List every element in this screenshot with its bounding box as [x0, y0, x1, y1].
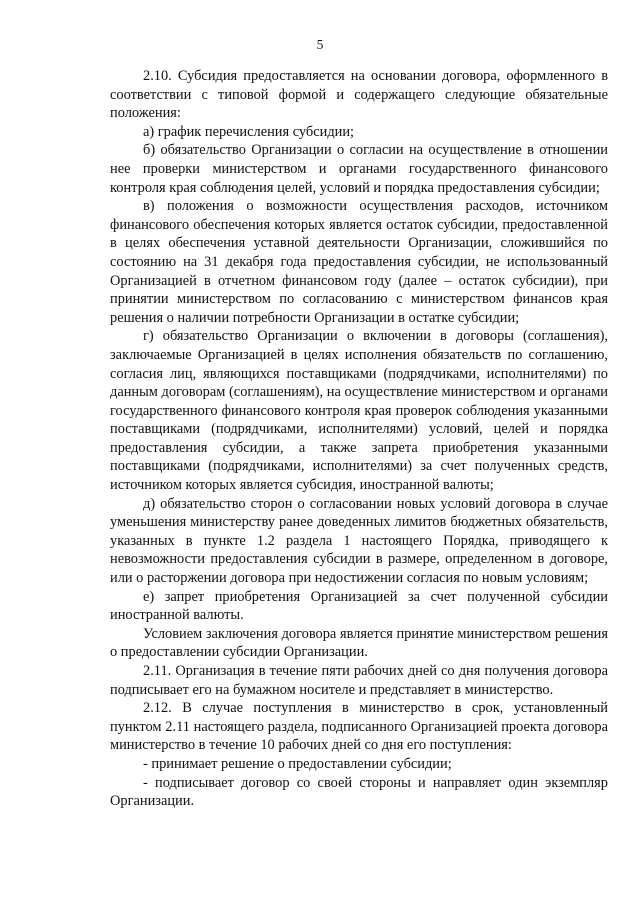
paragraph-item-v: в) положения о возможности осуществления расходов, источником финансового обеспечения которых является остаток субсидии, предоставленной в целях обеспечения уставной деятельности Организации, сложившийся по состоянию на 31 декабря года предоставления субсидии, не использованный Организацией в отчетном финансовом году (далее – остаток субсидии), при принятии министерством по согласованию с министерством финансов края решения о наличии потребности Организации в остатке субсидии;: [110, 198, 608, 326]
paragraph-2-10: 2.10. Субсидия предоставляется на основании договора, оформленного в соответствии с типовой формой и содержащего следующие обязательные положения:: [110, 68, 608, 122]
paragraph-dash-sign: - подписывает договор со своей стороны и направляет один экземпляр Организации.: [110, 774, 608, 810]
paragraph-item-g: г) обязательство Организации о включении в договоры (соглашения), заключаемые Организацией в целях исполнения обязательств по соглашению, согласия лиц, являющихся поставщиками (подрядчиками, исполнителями) по данным договорам (соглашениям), на осуществление министерством и органами государственного финансового контроля края проверок соблюдения указанными поставщиками (подрядчиками, исполнителями) условий, целей и порядка предоставления субсидии, а также запрета приобретения указанными поставщиками (подрядчиками, исполнителями) за счет полученных средств, источником которых является субсидия, иностранной валюты;: [110, 328, 608, 494]
paragraph-item-d: д) обязательство сторон о согласовании новых условий договора в случае уменьшения министерству ранее доведенных лимитов бюджетных обязательств, указанных в пункте 1.2 раздела 1 настоящего Порядка, приводящего к невозможности предоставления субсидии в размере, определенном в договоре, или о расторжении договора при недостижении согласия по новым условиям;: [110, 495, 608, 587]
paragraph-dash-decision: - принимает решение о предоставлении субсидии;: [143, 755, 452, 772]
paragraph-2-11: 2.11. Организация в течение пяти рабочих дней со дня получения договора подписывает его на бумажном носителе и представляет в министерство.: [110, 663, 608, 698]
paragraph-item-b: б) обязательство Организации о согласии на осуществление в отношении нее проверки министерством и органами государственного финансового контроля края соблюдения целей, условий и порядка предоставления субсидии;: [110, 142, 608, 196]
document-body: [110, 67, 608, 811]
paragraph-2-12: 2.12. В случае поступления в министерство в срок, установленный пунктом 2.11 настоящего раздела, подписанного Организацией проекта договора министерство в течение 10 рабочих дней со дня его поступления:: [110, 700, 608, 754]
paragraph-condition: Условием заключения договора является принятие министерством решения о предоставлении субсидии Организации.: [110, 625, 608, 661]
page-number: 5: [316, 37, 324, 52]
paragraph-item-e: е) запрет приобретения Организацией за счет полученной субсидии иностранной валюты.: [110, 588, 608, 624]
paragraph-item-a: а) график перечисления субсидии;: [143, 123, 355, 140]
